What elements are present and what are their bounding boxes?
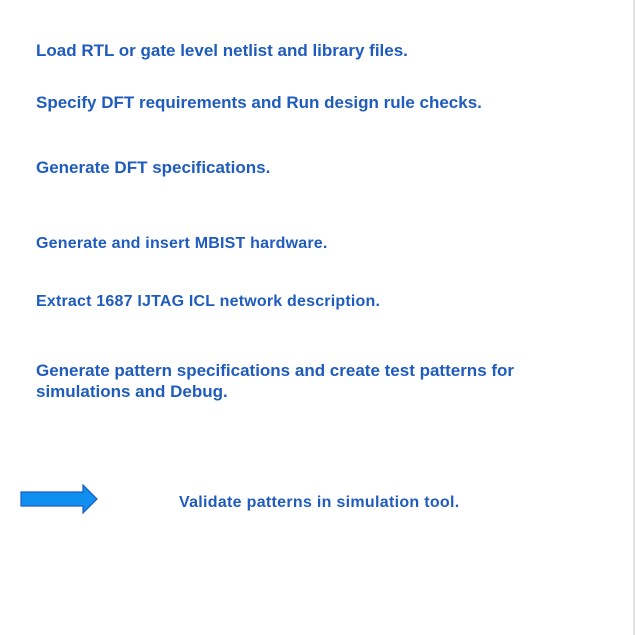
step-generate-dft-specs: Generate DFT specifications. <box>36 158 271 177</box>
step-insert-mbist: Generate and insert MBIST hardware. <box>36 235 328 252</box>
step-extract-icl: Extract 1687 IJTAG ICL network description. <box>36 293 381 310</box>
step-specify-dft: Specify DFT requirements and Run design rule checks. <box>36 93 482 112</box>
step-validate-patterns: Validate patterns in simulation tool. <box>179 494 460 511</box>
right-arrow-icon <box>20 484 100 514</box>
step-load-rtl: Load RTL or gate level netlist and library files. <box>36 41 408 60</box>
step-generate-patterns: Generate pattern specifications and create test patterns for simulations and Debug. <box>36 361 515 401</box>
